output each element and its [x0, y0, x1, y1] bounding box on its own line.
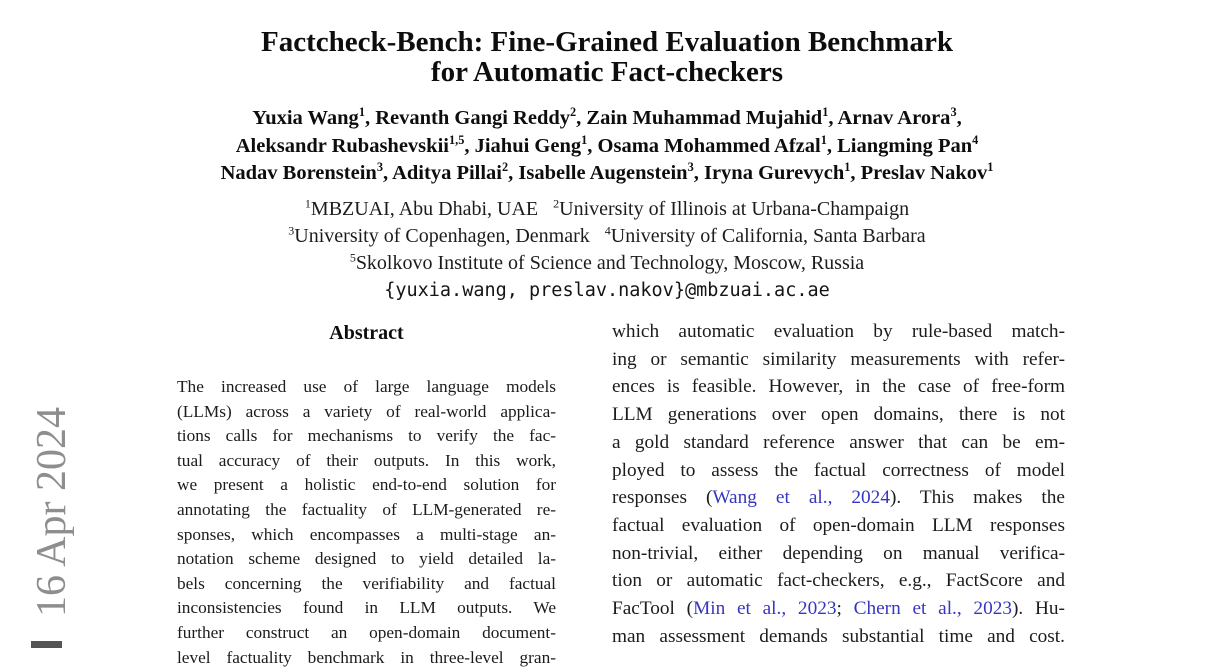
text-segment: for Automatic Fact-checkers: [430, 56, 784, 88]
text-segment: sponses, which encompasses a multi-stage an-: [177, 524, 556, 544]
text-segment: , Aditya Pillai: [382, 162, 502, 184]
body-text-line: [612, 512, 1065, 540]
affiliation-line: [7, 250, 1207, 277]
body-text-line: [612, 346, 1065, 374]
text-segment: , Liangming Pan: [826, 134, 973, 157]
footnote-marker: 1: [820, 132, 827, 147]
abstract-text-line: [177, 449, 556, 474]
text-segment: , Zain Muhammad Mujahid: [576, 107, 823, 129]
text-segment: The increased use of large language models: [177, 377, 556, 396]
body-text-line: [612, 373, 1065, 401]
paper-title: [7, 27, 1207, 87]
text-segment: man assessment demands substantial time and cost.: [612, 625, 1065, 647]
footnote-marker: 1: [822, 105, 829, 120]
text-segment: (LLMs) across a variety of real-world applica-: [177, 401, 556, 421]
abstract-text-line: [177, 473, 556, 498]
abstract-text-line: [177, 400, 556, 425]
footnote-marker: 4: [604, 223, 611, 238]
text-segment: ,: [956, 107, 962, 129]
abstract-text-column: [177, 375, 556, 670]
contact-email: {yuxia.wang, preslav.nakov}@mbzuai.ac.ae: [384, 280, 830, 301]
text-segment: bels concerning the verifiability and factual: [177, 573, 556, 593]
footnote-marker: 1,5: [448, 132, 465, 147]
footnote-marker: 4: [972, 132, 979, 147]
text-segment: responses (: [612, 487, 713, 509]
abstract-text-line: [177, 596, 556, 621]
text-segment: inconsistencies found in LLM outputs. We: [177, 598, 556, 618]
text-segment: [590, 225, 605, 247]
text-segment: non-trivial, either depending on manual verifica-: [612, 542, 1065, 564]
text-segment: Aleksandr Rubashevskii: [235, 134, 449, 157]
body-text-line: [612, 484, 1065, 512]
body-text-line: [612, 401, 1065, 429]
text-segment: tual accuracy of their outputs. In this work,: [177, 450, 556, 470]
citation-link[interactable]: Min et al., 2023: [693, 598, 837, 620]
body-text-column: [612, 318, 1065, 650]
text-segment: further construct an open-domain document-: [177, 622, 556, 642]
text-segment: ;: [836, 598, 854, 620]
footnote-marker: 5: [349, 250, 356, 265]
text-segment: Factcheck-Bench: Fine-Grained Evaluation Benchmark: [261, 26, 953, 58]
text-segment: University of Copenhagen, Denmark: [294, 225, 590, 247]
text-segment: University of California, Santa Barbara: [610, 225, 926, 247]
text-segment: [538, 198, 553, 220]
footnote-marker: 1: [581, 132, 588, 147]
abstract-text-line: [177, 621, 556, 646]
body-text-line: [612, 567, 1065, 595]
text-segment: ployed to assess the factual correctness of model: [612, 459, 1065, 481]
footnote-marker: 2: [553, 196, 560, 211]
text-segment: tions calls for mechanisms to verify the fac-: [177, 426, 556, 446]
paper-title-line: [7, 27, 1207, 57]
abstract-text-line: [177, 523, 556, 548]
footnote-marker: 3: [687, 160, 694, 175]
citation-link[interactable]: Wang et al., 2024: [712, 487, 890, 509]
text-segment: ). Hu-: [1012, 598, 1065, 620]
text-segment: ). This makes the: [889, 487, 1065, 509]
text-segment: notation scheme designed to yield detailed la-: [177, 549, 556, 569]
text-segment: tion or automatic fact-checkers, e.g., FactScore and: [612, 570, 1065, 592]
paper-title-line: [7, 57, 1207, 87]
affiliation-list: [7, 196, 1207, 277]
text-segment: Yuxia Wang: [252, 107, 359, 129]
footnote-marker: 1: [304, 196, 311, 211]
text-segment: ing or semantic similarity measurements with refer-: [612, 348, 1065, 370]
abstract-text-line: [177, 572, 556, 597]
text-segment: , Preslav Nakov: [850, 162, 988, 184]
abstract-text-line: [177, 424, 556, 449]
affiliation-line: [7, 223, 1207, 250]
text-segment: Nadav Borenstein: [220, 162, 377, 184]
author-list: [7, 105, 1207, 188]
text-segment: we present a holistic end-to-end solution for: [177, 475, 556, 495]
footnote-marker: 1: [358, 105, 365, 120]
text-segment: ences is feasible. However, in the case of free-form: [612, 376, 1065, 398]
abstract-text-line: [177, 646, 556, 670]
author-line: [7, 105, 1207, 133]
body-text-line: [612, 457, 1065, 485]
text-segment: Skolkovo Institute of Science and Technology, Moscow, Russia: [355, 252, 865, 274]
text-segment: MBZUAI, Abu Dhabi, UAE: [310, 198, 539, 220]
footnote-marker: 3: [950, 105, 957, 120]
author-line: [7, 160, 1207, 188]
text-segment: FacTool (: [612, 598, 694, 620]
text-segment: annotating the factuality of LLM-generated re-: [177, 499, 556, 519]
footnote-marker: 2: [570, 105, 577, 120]
affiliation-line: [7, 196, 1207, 223]
text-segment: level factuality benchmark in three-level gran-: [177, 647, 556, 667]
text-segment: , Osama Mohammed Afzal: [587, 134, 821, 157]
body-text-line: [612, 595, 1065, 623]
text-segment: , Isabelle Augenstein: [508, 162, 688, 184]
body-text-line: [612, 540, 1065, 568]
text-segment: a gold standard reference answer that can be em-: [612, 431, 1065, 453]
text-segment: , Jiahui Geng: [464, 134, 582, 157]
author-line: [7, 133, 1207, 161]
footnote-marker: 3: [376, 160, 383, 175]
footnote-marker: 1: [987, 160, 994, 175]
abstract-text-line: [177, 375, 556, 400]
text-segment: University of Illinois at Urbana-Champaign: [559, 198, 910, 220]
body-text-line: [612, 429, 1065, 457]
abstract-text-line: [177, 547, 556, 572]
text-segment: which automatic evaluation by rule-based match-: [612, 321, 1065, 342]
footnote-marker: 2: [502, 160, 509, 175]
text-segment: , Iryna Gurevych: [693, 162, 845, 184]
footnote-marker: 1: [844, 160, 851, 175]
text-segment: factual evaluation of open-domain LLM responses: [612, 514, 1065, 536]
text-segment: LLM generations over open domains, there is not: [612, 404, 1065, 426]
text-segment: , Revanth Gangi Reddy: [364, 107, 570, 129]
arxiv-date-stamp: 16 Apr 2024: [29, 407, 75, 617]
body-text-line: [612, 318, 1065, 346]
body-text-line: [612, 623, 1065, 651]
citation-link[interactable]: Chern et al., 2023: [853, 598, 1012, 620]
arxiv-stamp-clipped-glyph: [31, 641, 62, 648]
abstract-text-line: [177, 498, 556, 523]
footnote-marker: 3: [288, 223, 295, 238]
abstract-heading: Abstract: [329, 322, 404, 344]
text-segment: , Arnav Arora: [828, 107, 951, 129]
